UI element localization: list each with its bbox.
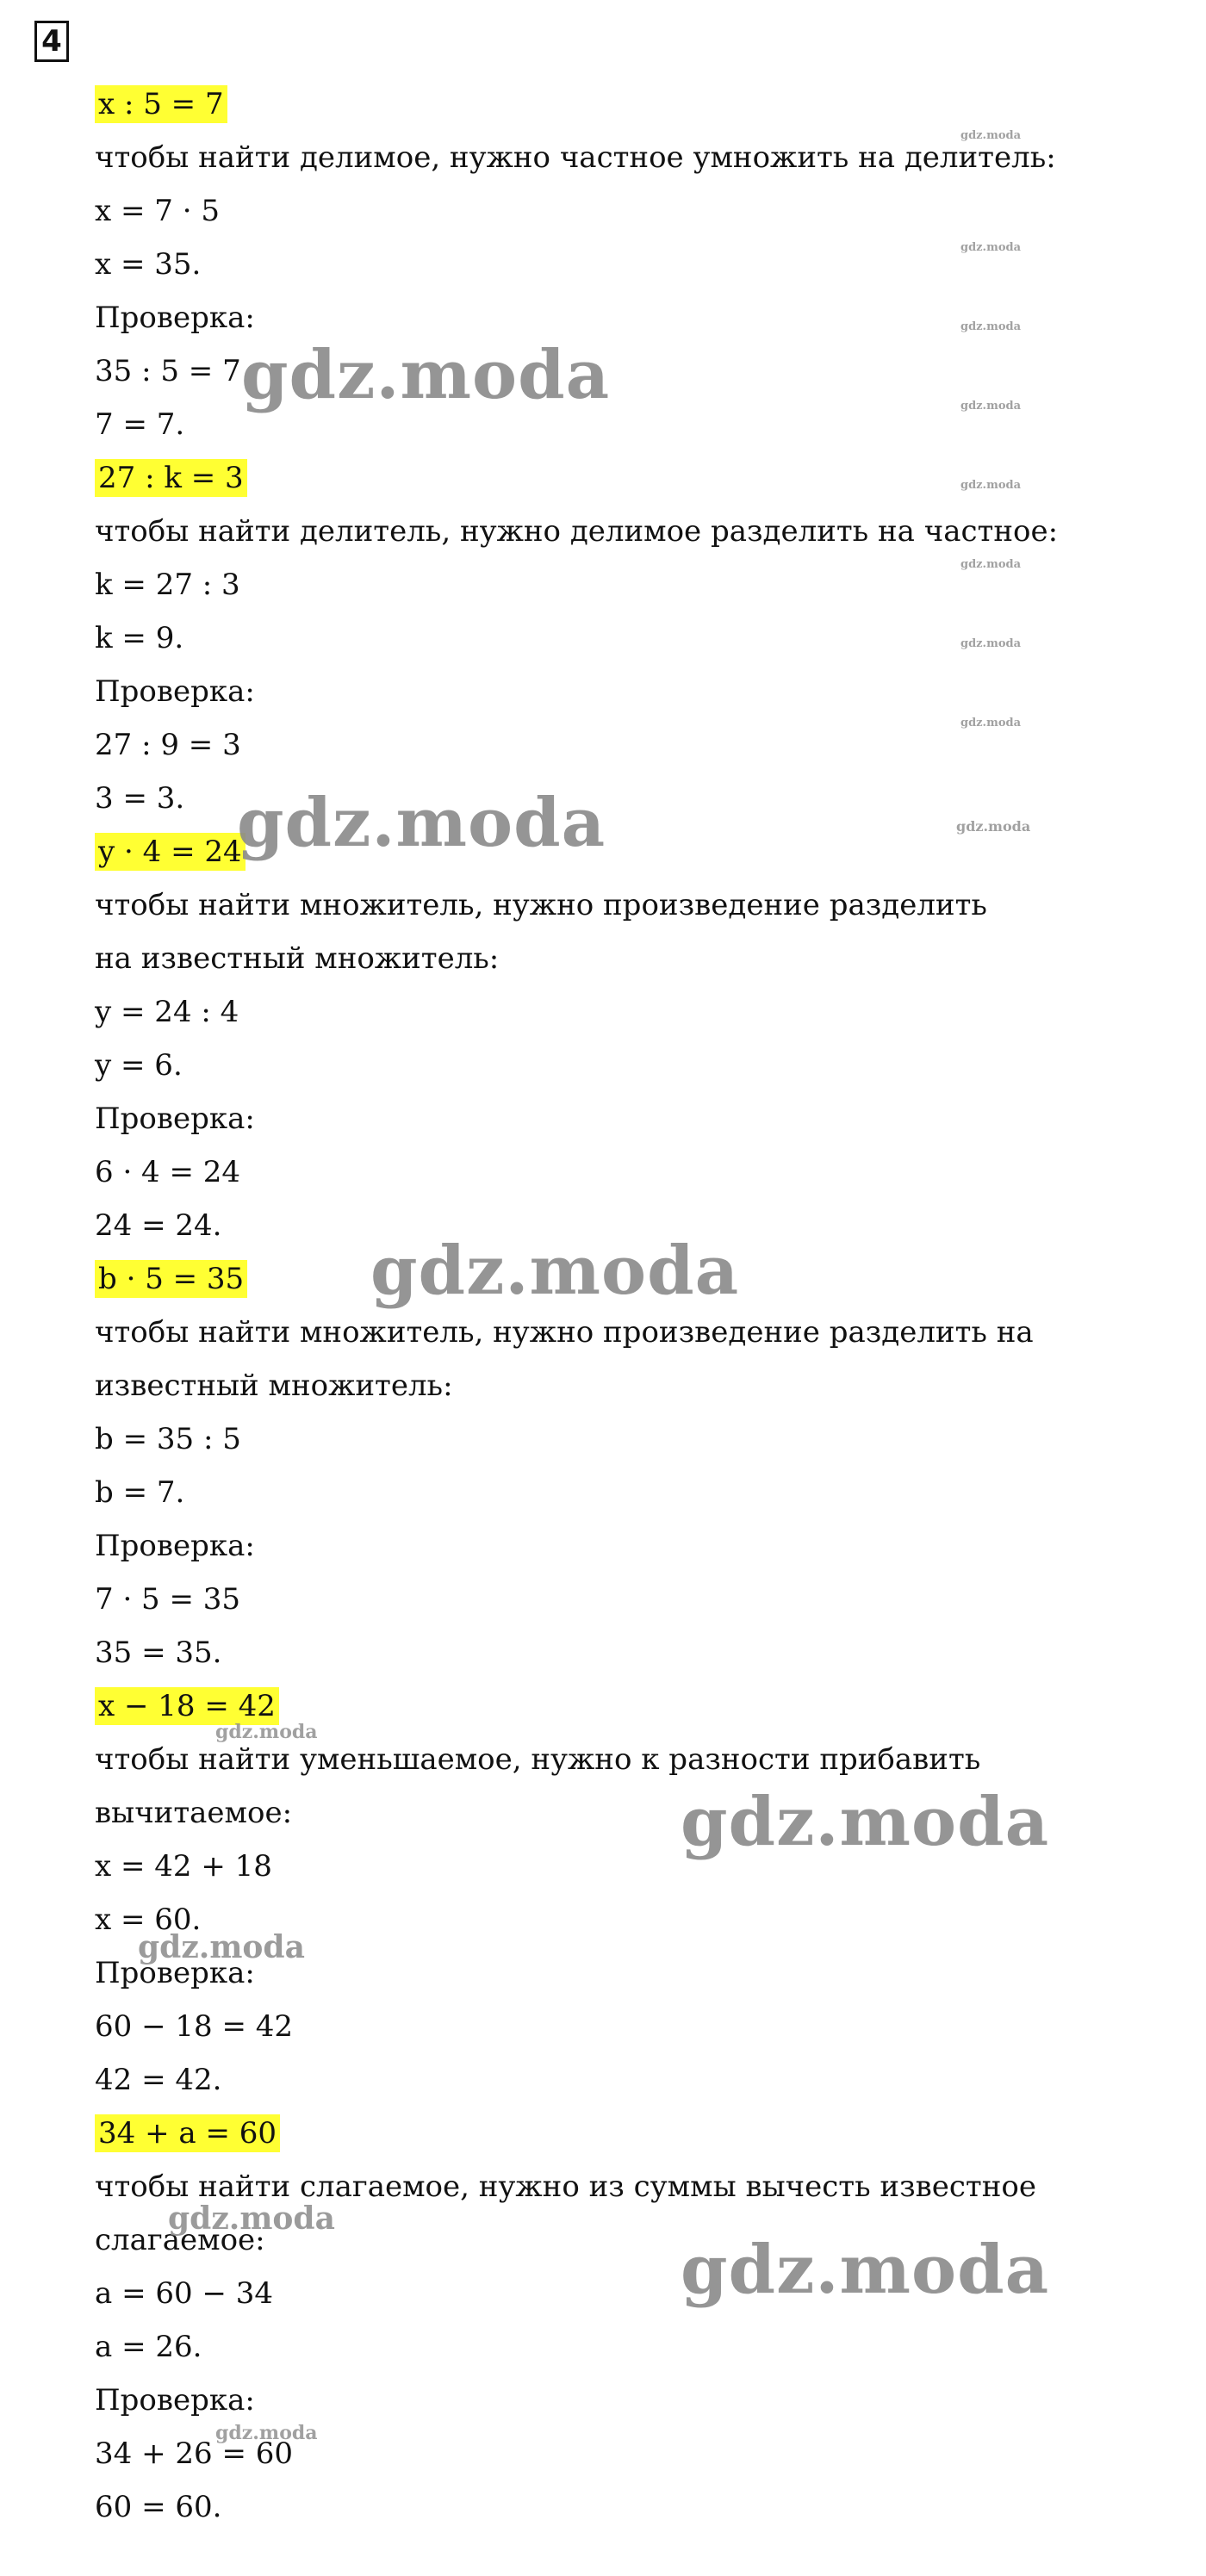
- watermark-logo: gdz.moda: [960, 558, 1022, 571]
- line-text: чтобы найти слагаемое, нужно из суммы вычесть известное: [95, 2169, 1036, 2204]
- line-text: b = 35 : 5: [95, 1422, 241, 1456]
- line-text: слагаемое:: [95, 2223, 265, 2257]
- watermark-logo: gdz.moda: [956, 818, 1031, 835]
- watermark-logo: gdz.moda: [960, 479, 1022, 492]
- watermark-logo: gdz.moda: [681, 1783, 1050, 1861]
- solution-line: [95, 878, 1085, 932]
- line-text: 60 − 18 = 42: [95, 2009, 293, 2044]
- watermark-logo: gdz.moda: [960, 129, 1022, 142]
- line-text: x = 35.: [95, 247, 202, 282]
- line-text: b · 5 = 35: [95, 1260, 247, 1298]
- solution-line: [95, 2480, 1085, 2534]
- line-text: x = 60.: [95, 1903, 202, 1937]
- equation-highlighted: [95, 2107, 1085, 2160]
- line-text: Проверка:: [95, 1529, 255, 1563]
- solution-line: [95, 1412, 1085, 1466]
- watermark-logo: gdz.moda: [681, 2231, 1050, 2309]
- line-text: k = 27 : 3: [95, 568, 240, 602]
- solution-line: [95, 558, 1085, 611]
- line-text: b = 7.: [95, 1475, 185, 1510]
- solution-line: [95, 131, 1085, 184]
- line-text: a = 60 − 34: [95, 2276, 274, 2311]
- equation-highlighted: [95, 451, 1085, 505]
- line-text: чтобы найти множитель, нужно произведение разделить на: [95, 1315, 1034, 1350]
- watermark-logo: gdz.moda: [960, 320, 1022, 333]
- solution-line: [95, 505, 1085, 558]
- watermark-logo: gdz.moda: [241, 336, 611, 414]
- line-text: чтобы найти уменьшаемое, нужно к разности прибавить: [95, 1742, 981, 1777]
- line-text: Проверка:: [95, 2383, 255, 2418]
- line-text: чтобы найти делимое, нужно частное умножить на делитель:: [95, 140, 1056, 175]
- watermark-logo: gdz.moda: [215, 1721, 318, 1743]
- line-text: 6 · 4 = 24: [95, 1155, 241, 1189]
- line-text: y = 24 : 4: [95, 995, 239, 1029]
- line-text: 7 · 5 = 35: [95, 1582, 241, 1617]
- line-text: вычитаемое:: [95, 1796, 293, 1830]
- line-text: известный множитель:: [95, 1369, 453, 1403]
- solution-line: [95, 985, 1085, 1039]
- line-text: 60 = 60.: [95, 2490, 222, 2524]
- watermark-logo: gdz.moda: [168, 2200, 335, 2237]
- line-text: 3 = 3.: [95, 781, 185, 816]
- line-text: 27 : 9 = 3: [95, 728, 241, 762]
- watermark-logo: gdz.moda: [138, 1929, 305, 1965]
- equation-highlighted: [95, 78, 1085, 131]
- watermark-logo: gdz.moda: [370, 1232, 740, 1310]
- solution-line: [95, 2000, 1085, 2053]
- line-text: Проверка:: [95, 301, 255, 335]
- solution-line: [95, 1626, 1085, 1679]
- line-text: x − 18 = 42: [95, 1687, 279, 1725]
- solution-line: [95, 184, 1085, 238]
- solution-line: [95, 1092, 1085, 1145]
- line-text: Проверка:: [95, 1102, 255, 1136]
- line-text: на известный множитель:: [95, 941, 500, 976]
- line-text: 42 = 42.: [95, 2063, 222, 2097]
- solution-line: [95, 718, 1085, 772]
- line-text: a = 26.: [95, 2330, 202, 2364]
- line-text: x = 42 + 18: [95, 1849, 272, 1884]
- line-text: 35 : 5 = 7: [95, 354, 241, 388]
- solution-line: [95, 611, 1085, 665]
- line-text: 7 = 7.: [95, 407, 185, 442]
- solution-line: [95, 1039, 1085, 1092]
- solution-line: [95, 932, 1085, 985]
- line-text: Проверка:: [95, 1956, 255, 1990]
- watermark-logo: gdz.moda: [960, 637, 1022, 650]
- line-text: x = 7 · 5: [95, 194, 220, 228]
- line-text: 35 = 35.: [95, 1636, 222, 1670]
- watermark-logo: gdz.moda: [960, 241, 1022, 254]
- task-number-badge: 4: [34, 21, 69, 62]
- solution-line: [95, 1306, 1085, 1359]
- solution-line: [95, 1359, 1085, 1412]
- line-text: x : 5 = 7: [95, 85, 227, 123]
- solution-line: [95, 2053, 1085, 2107]
- line-text: y · 4 = 24: [95, 833, 246, 871]
- solution-line: [95, 238, 1085, 291]
- line-text: 27 : k = 3: [95, 459, 247, 497]
- solution-line: [95, 1573, 1085, 1626]
- watermark-logo: gdz.moda: [960, 717, 1022, 729]
- line-text: чтобы найти множитель, нужно произведение разделить: [95, 888, 987, 922]
- line-text: чтобы найти делитель, нужно делимое разделить на частное:: [95, 514, 1059, 549]
- watermark-logo: gdz.moda: [960, 400, 1022, 413]
- line-text: 34 + 26 = 60: [95, 2436, 293, 2471]
- watermark-logo: gdz.moda: [237, 784, 606, 862]
- solution-line: [95, 1145, 1085, 1199]
- watermark-logo: gdz.moda: [215, 2422, 318, 2444]
- line-text: Проверка:: [95, 674, 255, 709]
- solution-line: [95, 2374, 1085, 2427]
- line-text: y = 6.: [95, 1048, 183, 1083]
- line-text: 24 = 24.: [95, 1208, 222, 1243]
- line-text: 34 + a = 60: [95, 2114, 280, 2152]
- solution-line: [95, 1519, 1085, 1573]
- solution-line: [95, 1466, 1085, 1519]
- line-text: k = 9.: [95, 621, 184, 655]
- solution-line: [95, 665, 1085, 718]
- solution-line: [95, 2320, 1085, 2374]
